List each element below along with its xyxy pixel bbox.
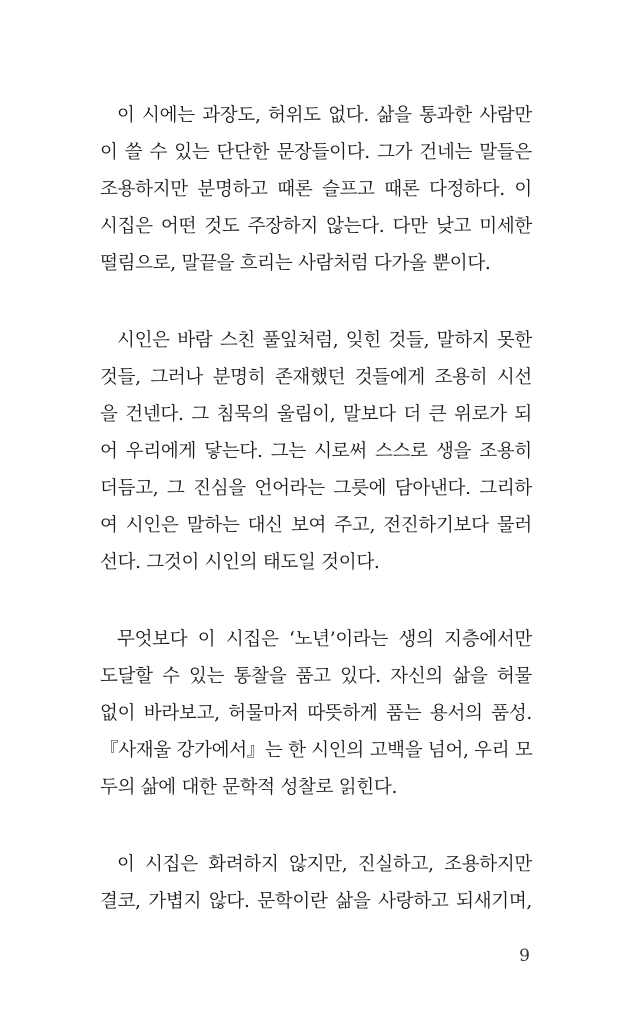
paragraph-1	[100, 97, 532, 282]
text-line: 시인은 바람 스친 풀잎처럼, 잊힌 것들, 말하지 못한	[117, 330, 532, 351]
text-line: 선다. 그것이 시인의 태도일 것이다.	[100, 552, 380, 573]
text-line: 무엇보다 이 시집은 ‘노년’이라는 생의 지층에서만	[117, 629, 532, 650]
text-line: 어 우리에게 닿는다. 그는 시로써 스스로 생을 조용히	[100, 441, 532, 462]
text-line: 없이 바라보고, 허물마저 따뜻하게 품는 용서의 품성.	[100, 703, 532, 724]
text-line: 『사재울 강가에서』는 한 시인의 고백을 넘어, 우리 모	[100, 740, 533, 761]
page-number: 9	[519, 946, 530, 966]
text-line: 이 쓸 수 있는 단단한 문장들이다. 그가 건네는 말들은	[100, 142, 532, 163]
text-line: 여 시인은 말하는 대신 보여 주고, 전진하기보다 물러	[100, 515, 532, 536]
text-line: 더듬고, 그 진심을 언어라는 그릇에 담아낸다. 그리하	[100, 478, 532, 499]
text-line: 도달할 수 있는 통찰을 품고 있다. 자신의 삶을 허물	[100, 666, 532, 687]
text-line: 것들, 그러나 분명히 존재했던 것들에게 조용히 시선	[100, 367, 532, 388]
text-line: 이 시집은 화려하지 않지만, 진실하고, 조용하지만	[117, 854, 532, 875]
paragraph-2	[100, 322, 532, 581]
text-line: 조용하지만 분명하고 때론 슬프고 때론 다정하다. 이	[100, 179, 532, 200]
text-line: 이 시에는 과장도, 허위도 없다. 삶을 통과한 사람만	[117, 105, 532, 126]
paragraph-3	[100, 621, 532, 806]
paragraph-4	[100, 846, 532, 920]
text-line: 떨림으로, 말끝을 흐리는 사람처럼 다가올 뿐이다.	[100, 253, 491, 274]
text-line: 두의 삶에 대한 문학적 성찰로 읽힌다.	[100, 777, 398, 798]
text-line: 결코, 가볍지 않다. 문학이란 삶을 사랑하고 되새기며,	[100, 891, 532, 912]
body-text	[100, 97, 532, 960]
text-line: 시집은 어떤 것도 주장하지 않는다. 다만 낮고 미세한	[100, 216, 532, 237]
text-line: 을 건넨다. 그 침묵의 울림이, 말보다 더 큰 위로가 되	[100, 404, 532, 425]
